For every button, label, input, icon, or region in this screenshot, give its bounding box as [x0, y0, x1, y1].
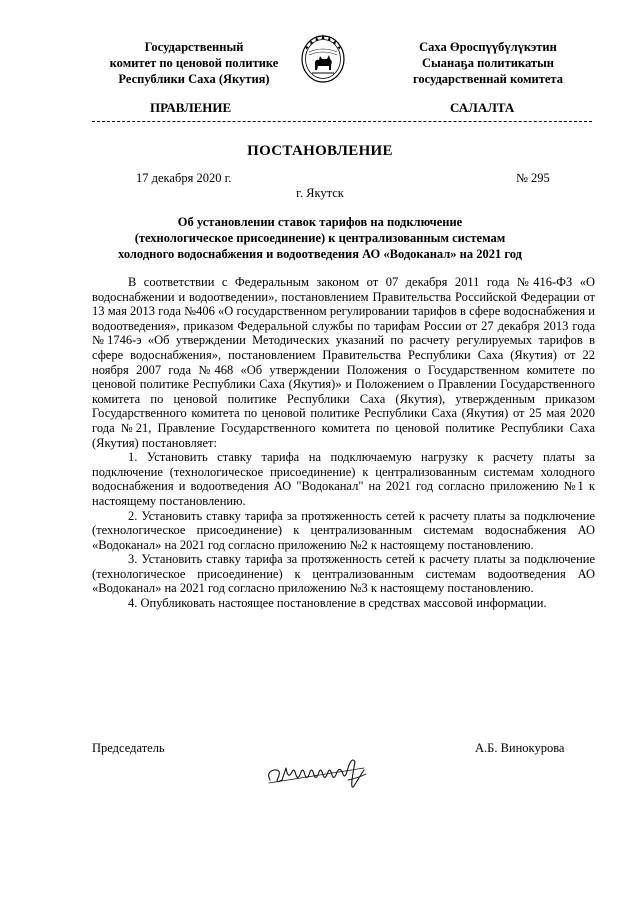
- signer-name: А.Б. Винокурова: [475, 741, 565, 755]
- document-number: № 295: [516, 171, 550, 185]
- signature-title: Председатель: [92, 741, 165, 755]
- document-city: г. Якутск: [296, 186, 344, 200]
- coat-of-arms-icon: [300, 32, 346, 84]
- header-right-line-2: Сыанаҕа политикатын: [422, 56, 554, 70]
- subject-line-2: (технологическое присоединение) к централизованным системам: [134, 231, 506, 245]
- document-subject: [102, 214, 538, 262]
- document-date: 17 декабря 2020 г.: [136, 171, 232, 185]
- org-right-label: САЛАЛТА: [450, 100, 515, 115]
- header-right-line-3: государственнай комитета: [413, 72, 563, 86]
- document-title: ПОСТАНОВЛЕНИЕ: [247, 143, 393, 159]
- header-divider: [92, 121, 592, 122]
- clause-2-paragraph: 2. Установить ставку тарифа за протяженность сетей к расчету платы за подключение (технологическое присоединение) к централизованным системам водоснабжения АО «Водоканал» на 2021 год согласно приложению №2 к настоящему постановлению.: [92, 508, 595, 552]
- subject-line-1: Об установлении ставок тарифов на подключение: [177, 215, 463, 229]
- header-right-block: [388, 39, 588, 87]
- clause-1-paragraph: 1. Установить ставку тарифа на подключаемую нагрузку к расчету платы за подключение (технологическое присоединение) к централизованным системам холодного водоснабжения и водоотведения АО "Водоканал" на 2021 год согласно приложению №1 к настоящему постановлению.: [92, 450, 595, 508]
- org-left-label: ПРАВЛЕНИЕ: [150, 100, 232, 115]
- header-left-line-3: Республики Саха (Якутия): [118, 72, 270, 86]
- subject-line-3: холодного водоснабжения и водоотведения АО «Водоканал» на 2021 год: [118, 247, 522, 261]
- clause-3-paragraph: 3. Установить ставку тарифа за протяженность сетей к расчету платы за подключение (технологическое присоединение) к централизованным системам водоотведения АО «Водоканал» на 2021 год согласно приложению №3 к настоящему постановлению.: [92, 552, 595, 596]
- document-body: [92, 275, 595, 611]
- header-right-line-1: Саха Өроспүүбүлүкэтин: [419, 40, 557, 54]
- clause-4-paragraph: 4. Опубликовать настоящее постановление в средствах массовой информации.: [128, 596, 547, 611]
- preamble-paragraph: В соответствии с Федеральным законом от 07 декабря 2011 года №416-ФЗ «О водоснабжении и водоотведении», постановлением Правительства Российской Федерации от 13 мая 2013 года №406 «О государственном регулировании тарифов в сфере водоснабжения и водоотведения», приказом Федеральной службы по тарифам России от 27 декабря 2013 года №1746-э «Об утверждении Методических указаний по расчету регулируемых тарифов в сфере водоснабжения», постановлением Правительства Республики Саха (Якутия) от 22 ноября 2007 года №468 «Об утверждении Положения о Государственном комитете по ценовой политике Республики Саха (Якутия)» и Положением о Правлении Государственного комитета по ценовой политике Республики Саха (Якутия), утвержденным приказом Государственного комитета по ценовой политике Республики Саха (Якутия) от 25 мая 2020 года №21, Правление Государственного комитета по ценовой политике Республики Саха (Якутия) постановляет:: [92, 275, 595, 450]
- header-left-block: [94, 39, 294, 87]
- header-left-line-1: Государственный: [144, 40, 244, 54]
- handwritten-signature-icon: [260, 750, 380, 800]
- header-left-line-2: комитет по ценовой политике: [109, 56, 279, 70]
